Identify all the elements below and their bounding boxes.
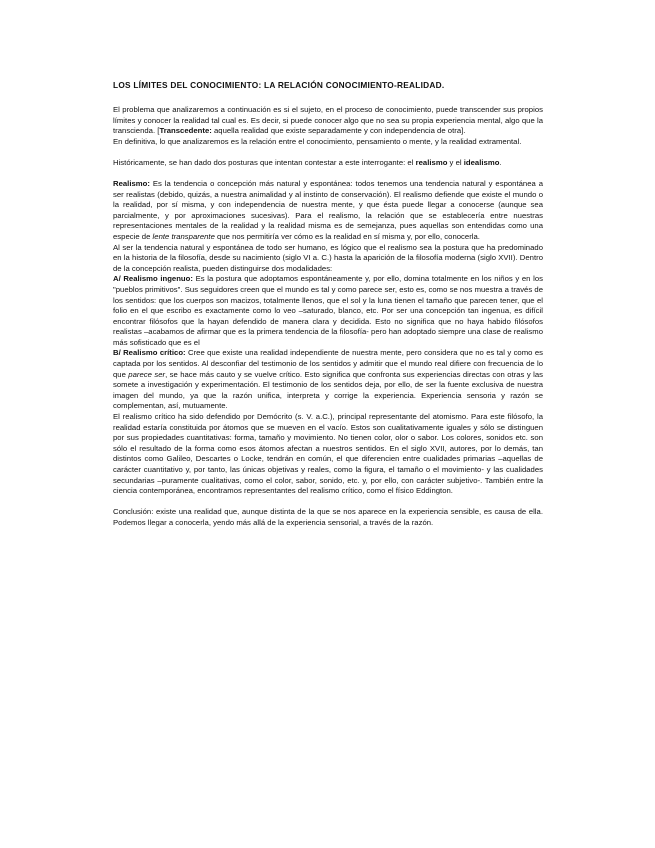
- realismo-definition: Es la tendencia o concepción más natural y espontánea: todos tenemos una tendencia natural y espontánea a ser realistas (debido, quizás, a nuestra animalidad y al instinto de conservación). El realismo defiende que existe el mundo o la realidad, por sí misma, y con independencia de nuestra mente, y que ésta puede llegar a conocerse (aunque sea parcialmente, y por aproximaciones sucesivas). Para el realismo, la relación que se establecería entre nuestras representaciones mentales de la realidad y la realidad misma es de semejanza, pues aquellas son entendidas como una especie de: [113, 178, 543, 241]
- realismo-ingenuo-paragraph: [113, 274, 543, 348]
- realismo-ingenuo-term: A/ Realismo ingenuo:: [113, 274, 193, 284]
- document-title: LOS LÍMITES DEL CONOCIMIENTO: LA RELACIÓN CONOCIMIENTO-REALIDAD.: [113, 80, 445, 90]
- intro-paragraph: [113, 105, 543, 137]
- history-text: Históricamente, se han dado dos posturas que intentan contestar a este interrogante: el: [113, 157, 416, 167]
- history-text-end: .: [499, 157, 502, 167]
- idealismo-keyword: idealismo: [463, 157, 500, 167]
- realismo-paragraph: [113, 179, 543, 243]
- history-text-joiner: y el: [447, 157, 464, 167]
- realismo-critico-term: B/ Realismo crítico:: [113, 348, 186, 358]
- history-paragraph: [113, 158, 543, 169]
- spacer: [113, 497, 543, 508]
- intro-paragraph-2: En definitiva, lo que analizaremos es la relación entre el conocimiento, pensamiento o mente, y la realidad extramental.: [113, 136, 522, 146]
- lente-transparente: lente transparente: [152, 231, 215, 241]
- parece-ser: parece ser: [128, 369, 166, 379]
- spacer: [113, 147, 543, 158]
- transcendente-definition: aquella realidad que existe separadamente y con independencia de otra].: [211, 126, 466, 136]
- realismo-definition-end: que nos permitiría ver cómo es la realidad en sí misma y, por ello, conocerla.: [214, 231, 480, 241]
- transcendente-term: Transcedente:: [159, 126, 212, 136]
- conclusion-paragraph: Conclusión: existe una realidad que, aunque distinta de la que se nos aparece en la experiencia sensible, es causa de ella. Podemos llegar a conocerla, yendo más allá de la experiencia sensorial, a través de la razón.: [113, 507, 543, 527]
- realismo-critico-paragraph: [113, 348, 543, 412]
- spacer: [113, 168, 543, 179]
- intro-text: El problema que analizaremos a continuación es si el sujeto, en el proceso de conocimiento, puede transcender sus propios límites y conocer la realidad tal cual es. Es decir, si puede conocer algo que no sea su propia experiencia mental, algo que la transcienda. [: [113, 105, 543, 136]
- realismo-ingenuo-text: Es la postura que adoptamos espontáneamente y, por ello, domina totalmente en los niños y en los "pueblos primitivos". Sus seguidores creen que el mundo es tal y como parece ser, esto es, como se nos muestra a través de los sentidos: que los cuerpos son macizos, totalmente llenos, que el sol y la luna tienen el tamaño que parecen tener, que el folio en el que escribo es exactamente como lo veo –saturado, blanco, etc. Por ser una concepción tan ingenua, es difícil encontrar filósofos que la hayan defendido de manera clara y decidida. Esto no significa que no haya habido filósofos realistas –acabamos de afirmar que es la primera tendencia de la filosofía- pero han adoptado siempre una clase de realismo más sofisticado que es el: [113, 274, 543, 347]
- realismo-history-paragraph: Al ser la tendencia natural y espontánea de todo ser humano, es lógico que el realismo sea la postura que ha predominado en la historia de la filosofía, desde su nacimiento (siglo VI a. C.) hasta la aparición de la filosofía moderna (siglo XVII). Dentro de la concepción realista, pueden distinguirse dos modalidades:: [113, 242, 543, 273]
- realismo-critico-text-end: , se hace más cauto y se vuelve crítico. Esto significa que confronta sus experiencias directas con otras y las somete a investigación y experimentación. El testimonio de los sentidos deja, por ello, de ser la fuente exclusiva de nuestra imagen del mundo, ya que la razón unifica, interpreta y corrige la experiencia. Experiencia sensoria y razón se complementan, así, mutuamente.: [113, 369, 543, 411]
- realismo-term: Realismo:: [113, 178, 150, 188]
- realismo-keyword: realismo: [415, 157, 448, 167]
- democrito-paragraph: El realismo crítico ha sido defendido por Demócrito (s. V. a.C.), principal representante del atomismo. Para este filósofo, la realidad estaría constituida por átomos que se mueven en el vacío. Estos son cualitativamente iguales y sólo se distinguen por sus propiedades cuantitativas: forma, tamaño y movimiento. No tienen color, olor o sabor. Los colores, sonidos etc. son sólo el resultado de la forma como esos átomos afectan a nuestros sentidos. En el siglo XVII, autores, por lo demás, tan distintos como Galileo, Descartes o Locke, tendrán en común, el que diferencien entre cualidades primarias –aquellas de carácter cuantitativo y, por tanto, las únicas objetivas y reales, como la figura, el tamaño o el movimiento- y las cualidades secundarias –puramente cualitativas, como el color, sabor, sonido, etc. y, por ello, con carácter subjetivo-. También entre la ciencia contemporánea, encontramos representantes del realismo crítico, como el físico Eddington.: [113, 412, 543, 496]
- realismo-critico-text: Cree que existe una realidad independiente de nuestra mente, pero considera que no es tal y como es captada por los sentidos. Al desconfiar del testimonio de los sentidos y admitir que el mundo real difiere con frecuencia de lo que: [113, 348, 543, 379]
